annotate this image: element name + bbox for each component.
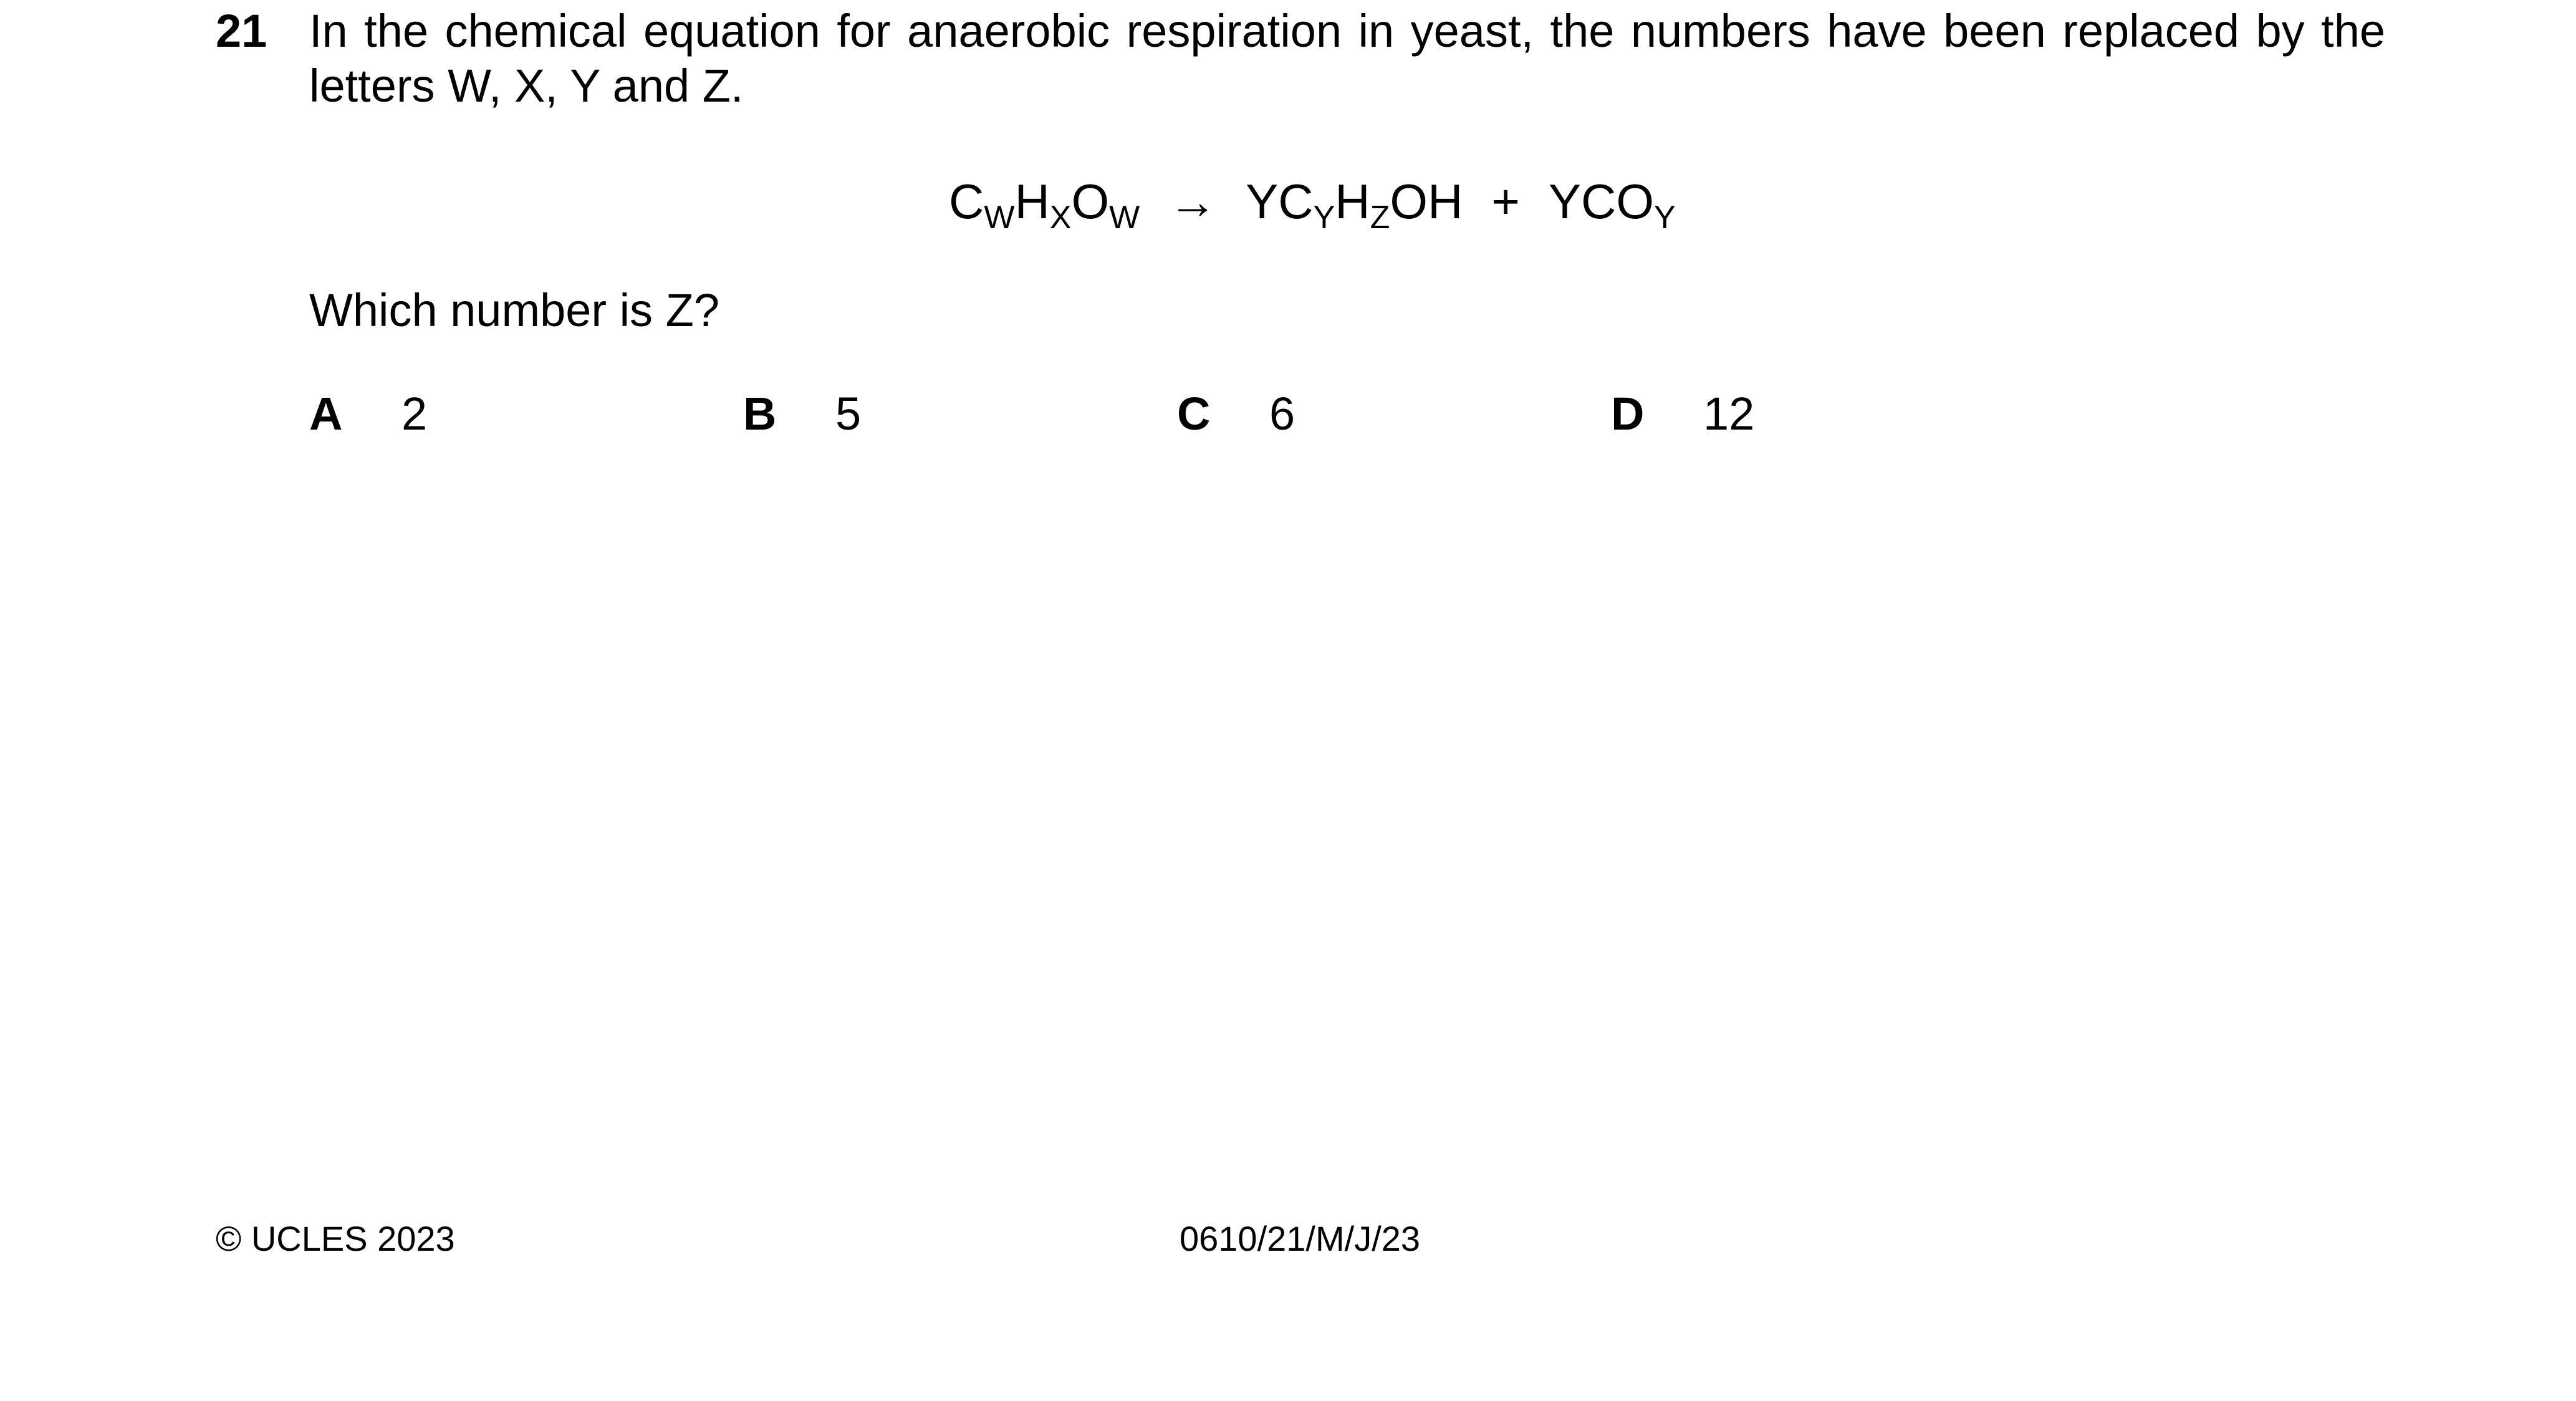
eq-sub-y2: Y <box>1654 200 1676 236</box>
option-letter: B <box>743 388 777 440</box>
question-stem: In the chemical equation for anaerobic respiration in yeast, the numbers have been replaced by the letters W, X, Y and Z. <box>309 5 2385 112</box>
eq-sub-z: Z <box>1370 200 1390 236</box>
option-b[interactable] <box>743 387 861 441</box>
footer-paper-code: 0610/21/M/J/23 <box>1180 1219 1421 1258</box>
eq-coef-y1: Y <box>1246 174 1279 229</box>
option-letter: D <box>1611 388 1645 440</box>
option-value: 6 <box>1269 388 1295 440</box>
eq-plus: + <box>1491 174 1520 229</box>
eq-co: CO <box>1581 174 1654 229</box>
question-prompt: Which number is Z? <box>309 284 719 336</box>
option-value: 2 <box>401 388 428 440</box>
option-value: 5 <box>835 388 862 440</box>
option-c[interactable] <box>1177 387 1295 441</box>
question-number: 21 <box>216 5 267 57</box>
eq-sub-x: X <box>1049 200 1072 236</box>
eq-sub-y1: Y <box>1313 200 1335 236</box>
eq-hydrogen: H <box>1014 174 1050 229</box>
eq-oh: OH <box>1390 174 1463 229</box>
option-letter: C <box>1177 388 1211 440</box>
option-d[interactable] <box>1611 387 1754 441</box>
option-letter: A <box>309 388 343 440</box>
eq-oxygen: O <box>1071 174 1110 229</box>
reaction-arrow: → <box>1168 174 1218 229</box>
option-a[interactable] <box>309 387 427 441</box>
eq-coef-y2: Y <box>1548 174 1581 229</box>
eq-hydrogen-2: H <box>1335 174 1370 229</box>
option-value: 12 <box>1703 388 1755 440</box>
chemical-equation <box>949 173 1676 236</box>
eq-sub-w1: W <box>984 200 1015 236</box>
eq-carbon: C <box>949 174 984 229</box>
footer-copyright: © UCLES 2023 <box>216 1219 455 1258</box>
eq-carbon-2: C <box>1278 174 1314 229</box>
eq-sub-w2: W <box>1109 200 1140 236</box>
